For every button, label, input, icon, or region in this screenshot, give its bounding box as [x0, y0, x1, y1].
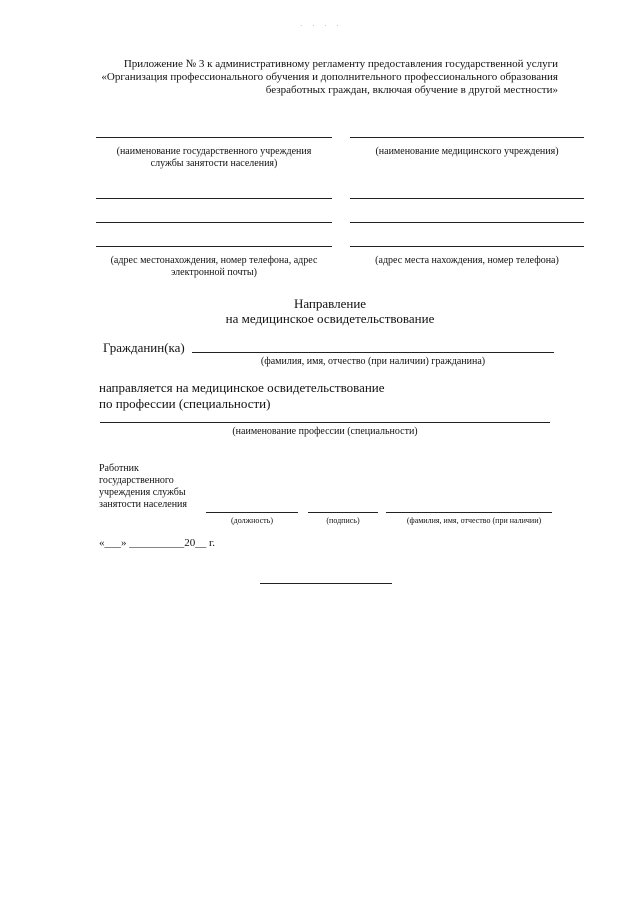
header-line-1: Приложение № 3 к административному регламенту предоставления государственной услуги — [123, 58, 558, 70]
referral-text-line-1: направляется на медицинское освидетельствование — [99, 380, 385, 395]
employment-address-caption-2: электронной почты) — [171, 267, 257, 278]
employment-name-caption-1: (наименование государственного учреждения — [116, 146, 312, 157]
signature-field[interactable] — [308, 512, 378, 513]
employment-address-field-3[interactable] — [96, 246, 332, 247]
medical-address-caption: (адрес места нахождения, номер телефона) — [375, 255, 559, 266]
employment-address-field-1[interactable] — [96, 198, 332, 199]
worker-fio-field[interactable] — [386, 512, 552, 513]
employment-address-caption-1: (адрес местонахождения, номер телефона, адрес — [110, 255, 318, 266]
position-caption: (должность) — [231, 516, 273, 525]
profession-field[interactable] — [100, 422, 550, 423]
citizen-name-caption: (фамилия, имя, отчество (при наличии) гражданина) — [260, 356, 486, 367]
worker-label-line-3: учреждения службы — [99, 487, 186, 498]
profession-caption: (наименование профессии (специальности) — [232, 426, 418, 437]
top-scan-marks: · · · · — [300, 22, 343, 30]
medical-address-field-2[interactable] — [350, 222, 584, 223]
worker-fio-caption: (фамилия, имя, отчество (при наличии) — [406, 516, 542, 525]
medical-address-field-3[interactable] — [350, 246, 584, 247]
worker-label-line-1: Работник — [99, 463, 139, 474]
signature-caption: (подпись) — [326, 516, 360, 525]
medical-address-field-1[interactable] — [350, 198, 584, 199]
worker-label-line-4: занятости населения — [99, 499, 188, 510]
document-title-line-1: Направление — [293, 296, 367, 311]
document-title-line-2: на медицинское освидетельствование — [225, 311, 435, 326]
worker-label — [99, 463, 187, 511]
citizen-name-field[interactable] — [192, 352, 554, 353]
employment-address-field-2[interactable] — [96, 222, 332, 223]
date-field[interactable]: «___» __________20__ г. — [99, 537, 216, 549]
medical-name-caption: (наименование медицинского учреждения) — [375, 146, 559, 157]
position-field[interactable] — [206, 512, 298, 513]
referral-text-line-2: по профессии (специальности) — [99, 396, 271, 411]
closing-rule — [260, 583, 392, 584]
header-line-2: «Организация профессионального обучения и дополнительного профессионального образования — [101, 71, 558, 83]
medical-name-field[interactable] — [350, 137, 584, 138]
citizen-label: Гражданин(ка) — [103, 340, 185, 355]
header-line-3: безработных граждан, включая обучение в другой местности» — [265, 84, 558, 96]
employment-name-caption-2: службы занятости населения) — [150, 158, 278, 169]
employment-name-field[interactable] — [96, 137, 332, 138]
worker-label-line-2: государственного — [99, 475, 174, 486]
